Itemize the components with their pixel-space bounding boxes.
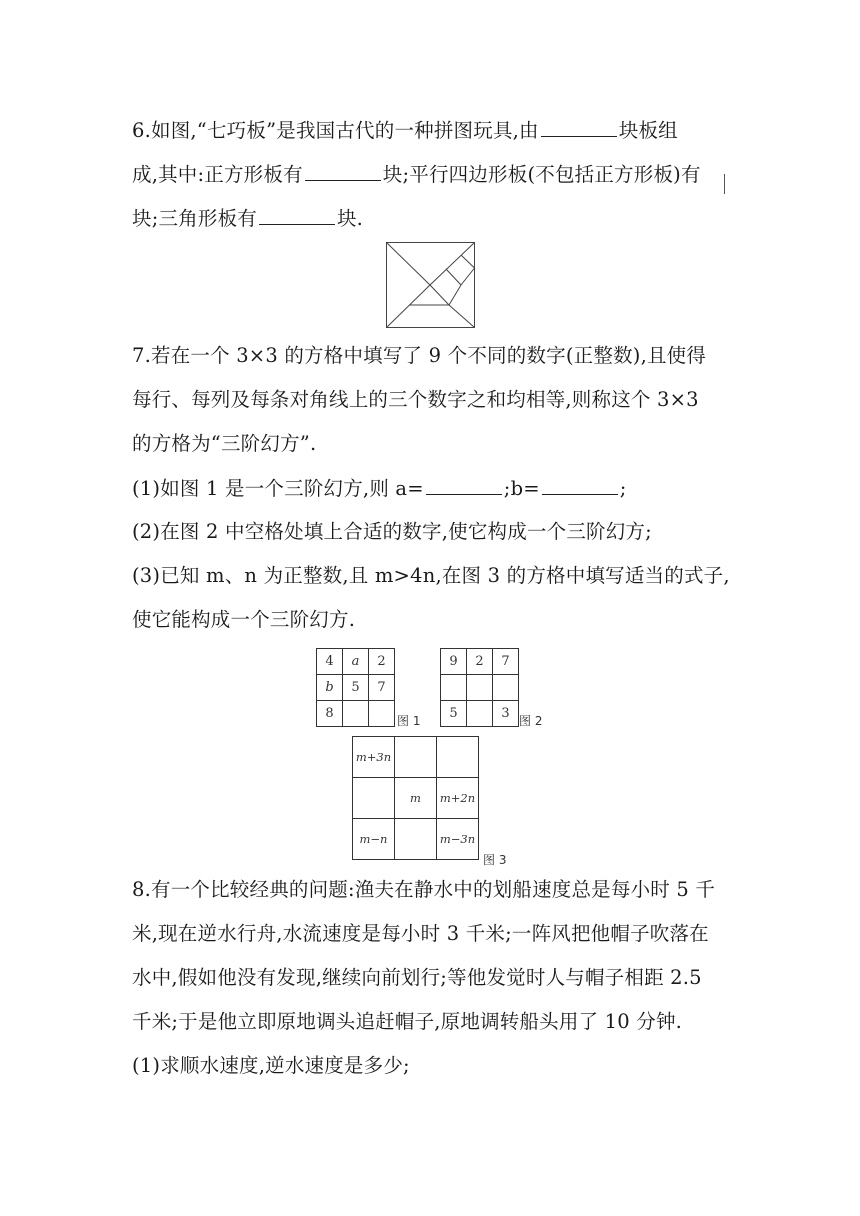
q6-line-2 [132, 160, 701, 189]
table-row [441, 675, 519, 701]
q7-text: ;b= [503, 477, 540, 500]
q6-text: 块;三角形板有 [132, 207, 257, 230]
answer-blank-a[interactable] [426, 474, 502, 495]
q7-text: (1)如图 1 是一个三阶幻方,则 a= [132, 477, 424, 500]
grid-cell: m−n [353, 819, 395, 860]
q8-line-1: 8.有一个比较经典的问题:渔夫在静水中的划船速度总是每小时 5 千 [132, 878, 716, 901]
q7-part-3-line-2: 使它能构成一个三阶幻方. [132, 608, 356, 631]
q8-line-3: 水中,假如他没有发现,继续向前划行;等他发觉时人与帽子相距 2.5 [132, 966, 702, 989]
q8-part-1: (1)求顺水速度,逆水速度是多少; [132, 1054, 410, 1077]
tangram-edge [461, 268, 475, 285]
q7-line-3: 的方格为“三阶幻方”. [132, 432, 317, 455]
answer-blank-triangle-pieces[interactable] [259, 204, 335, 225]
grid-cell: 7 [493, 649, 519, 675]
grid-cell[interactable] [369, 701, 395, 727]
q6-text: 块. [336, 207, 364, 230]
q7-line-1: 7.若在一个 3×3 的方格中填写了 9 个不同的数字(正整数),且使得 [132, 344, 707, 367]
tangram-edge [449, 305, 475, 328]
tangram-edge [387, 243, 431, 286]
magic-square-figure-1 [316, 648, 395, 727]
q7-text: ; [619, 477, 627, 500]
q6-text: 成,其中:正方形板有 [132, 163, 303, 186]
grid-cell[interactable] [467, 701, 493, 727]
grid-cell[interactable] [343, 701, 369, 727]
table-row [317, 701, 395, 727]
tangram-edge [449, 285, 461, 305]
tangram-edge [430, 285, 449, 305]
q8-line-4: 千米;于是他立即原地调头追赶帽子,原地调转船头用了 10 分钟. [132, 1010, 683, 1033]
q7-part-1 [132, 474, 627, 503]
grid-cell[interactable] [441, 675, 467, 701]
answer-blank-total-pieces[interactable] [541, 116, 617, 137]
tangram-edge [446, 269, 461, 285]
table-row [441, 649, 519, 675]
grid-cell: 5 [343, 675, 369, 701]
grid-cell[interactable] [437, 737, 479, 778]
grid-cell: b [317, 675, 343, 701]
table-row [441, 701, 519, 727]
grid-cell: 4 [317, 649, 343, 675]
grid-cell: 2 [467, 649, 493, 675]
grid-cell: 7 [369, 675, 395, 701]
grid-cell[interactable] [395, 819, 437, 860]
q6-text: 块板组 [618, 119, 678, 142]
q6-text: 6.如图,“七巧板”是我国古代的一种拼图玩具,由 [132, 119, 539, 142]
tangram-edge [461, 255, 475, 268]
tangram-figure [386, 242, 475, 328]
grid-cell[interactable] [467, 675, 493, 701]
table-row [353, 778, 479, 819]
grid-cell: 2 [369, 649, 395, 675]
table-row [317, 675, 395, 701]
grid-cell: 5 [441, 701, 467, 727]
grid-cell[interactable] [395, 737, 437, 778]
table-row [317, 649, 395, 675]
q6-line-3 [132, 204, 363, 233]
grid-cell: 8 [317, 701, 343, 727]
figure-2-caption: 图 2 [519, 714, 543, 728]
q7-part-2: (2)在图 2 中空格处填上合适的数字,使它构成一个三阶幻方; [132, 520, 652, 543]
answer-blank-parallelogram-marker[interactable] [724, 174, 725, 194]
grid-cell: a [343, 649, 369, 675]
figure-3-caption: 图 3 [483, 853, 507, 867]
grid-cell[interactable] [493, 675, 519, 701]
q8-line-2: 米,现在逆水行舟,水流速度是每小时 3 千米;一阵风把他帽子吹落在 [132, 922, 709, 945]
grid-cell: m+3n [353, 737, 395, 778]
grid-cell: m [395, 778, 437, 819]
table-row [353, 737, 479, 778]
q6-text: 块;平行四边形板(不包括正方形板)有 [382, 163, 701, 186]
answer-blank-square-pieces[interactable] [305, 160, 381, 181]
grid-cell[interactable] [353, 778, 395, 819]
grid-cell: m+2n [437, 778, 479, 819]
magic-square-figure-2 [440, 648, 519, 727]
table-row [353, 819, 479, 860]
magic-square-figure-3 [352, 736, 479, 860]
grid-cell: m−3n [437, 819, 479, 860]
q7-part-3-line-1: (3)已知 m、n 为正整数,且 m>4n,在图 3 的方格中填写适当的式子, [132, 564, 730, 587]
grid-cell: 9 [441, 649, 467, 675]
answer-blank-b[interactable] [542, 474, 618, 495]
q7-line-2: 每行、每列及每条对角线上的三个数字之和均相等,则称这个 3×3 [132, 388, 699, 411]
grid-cell: 3 [493, 701, 519, 727]
q6-line-1 [132, 116, 678, 145]
tangram-edge [387, 285, 431, 328]
tangram-edge [430, 243, 475, 286]
figure-1-caption: 图 1 [397, 714, 421, 728]
